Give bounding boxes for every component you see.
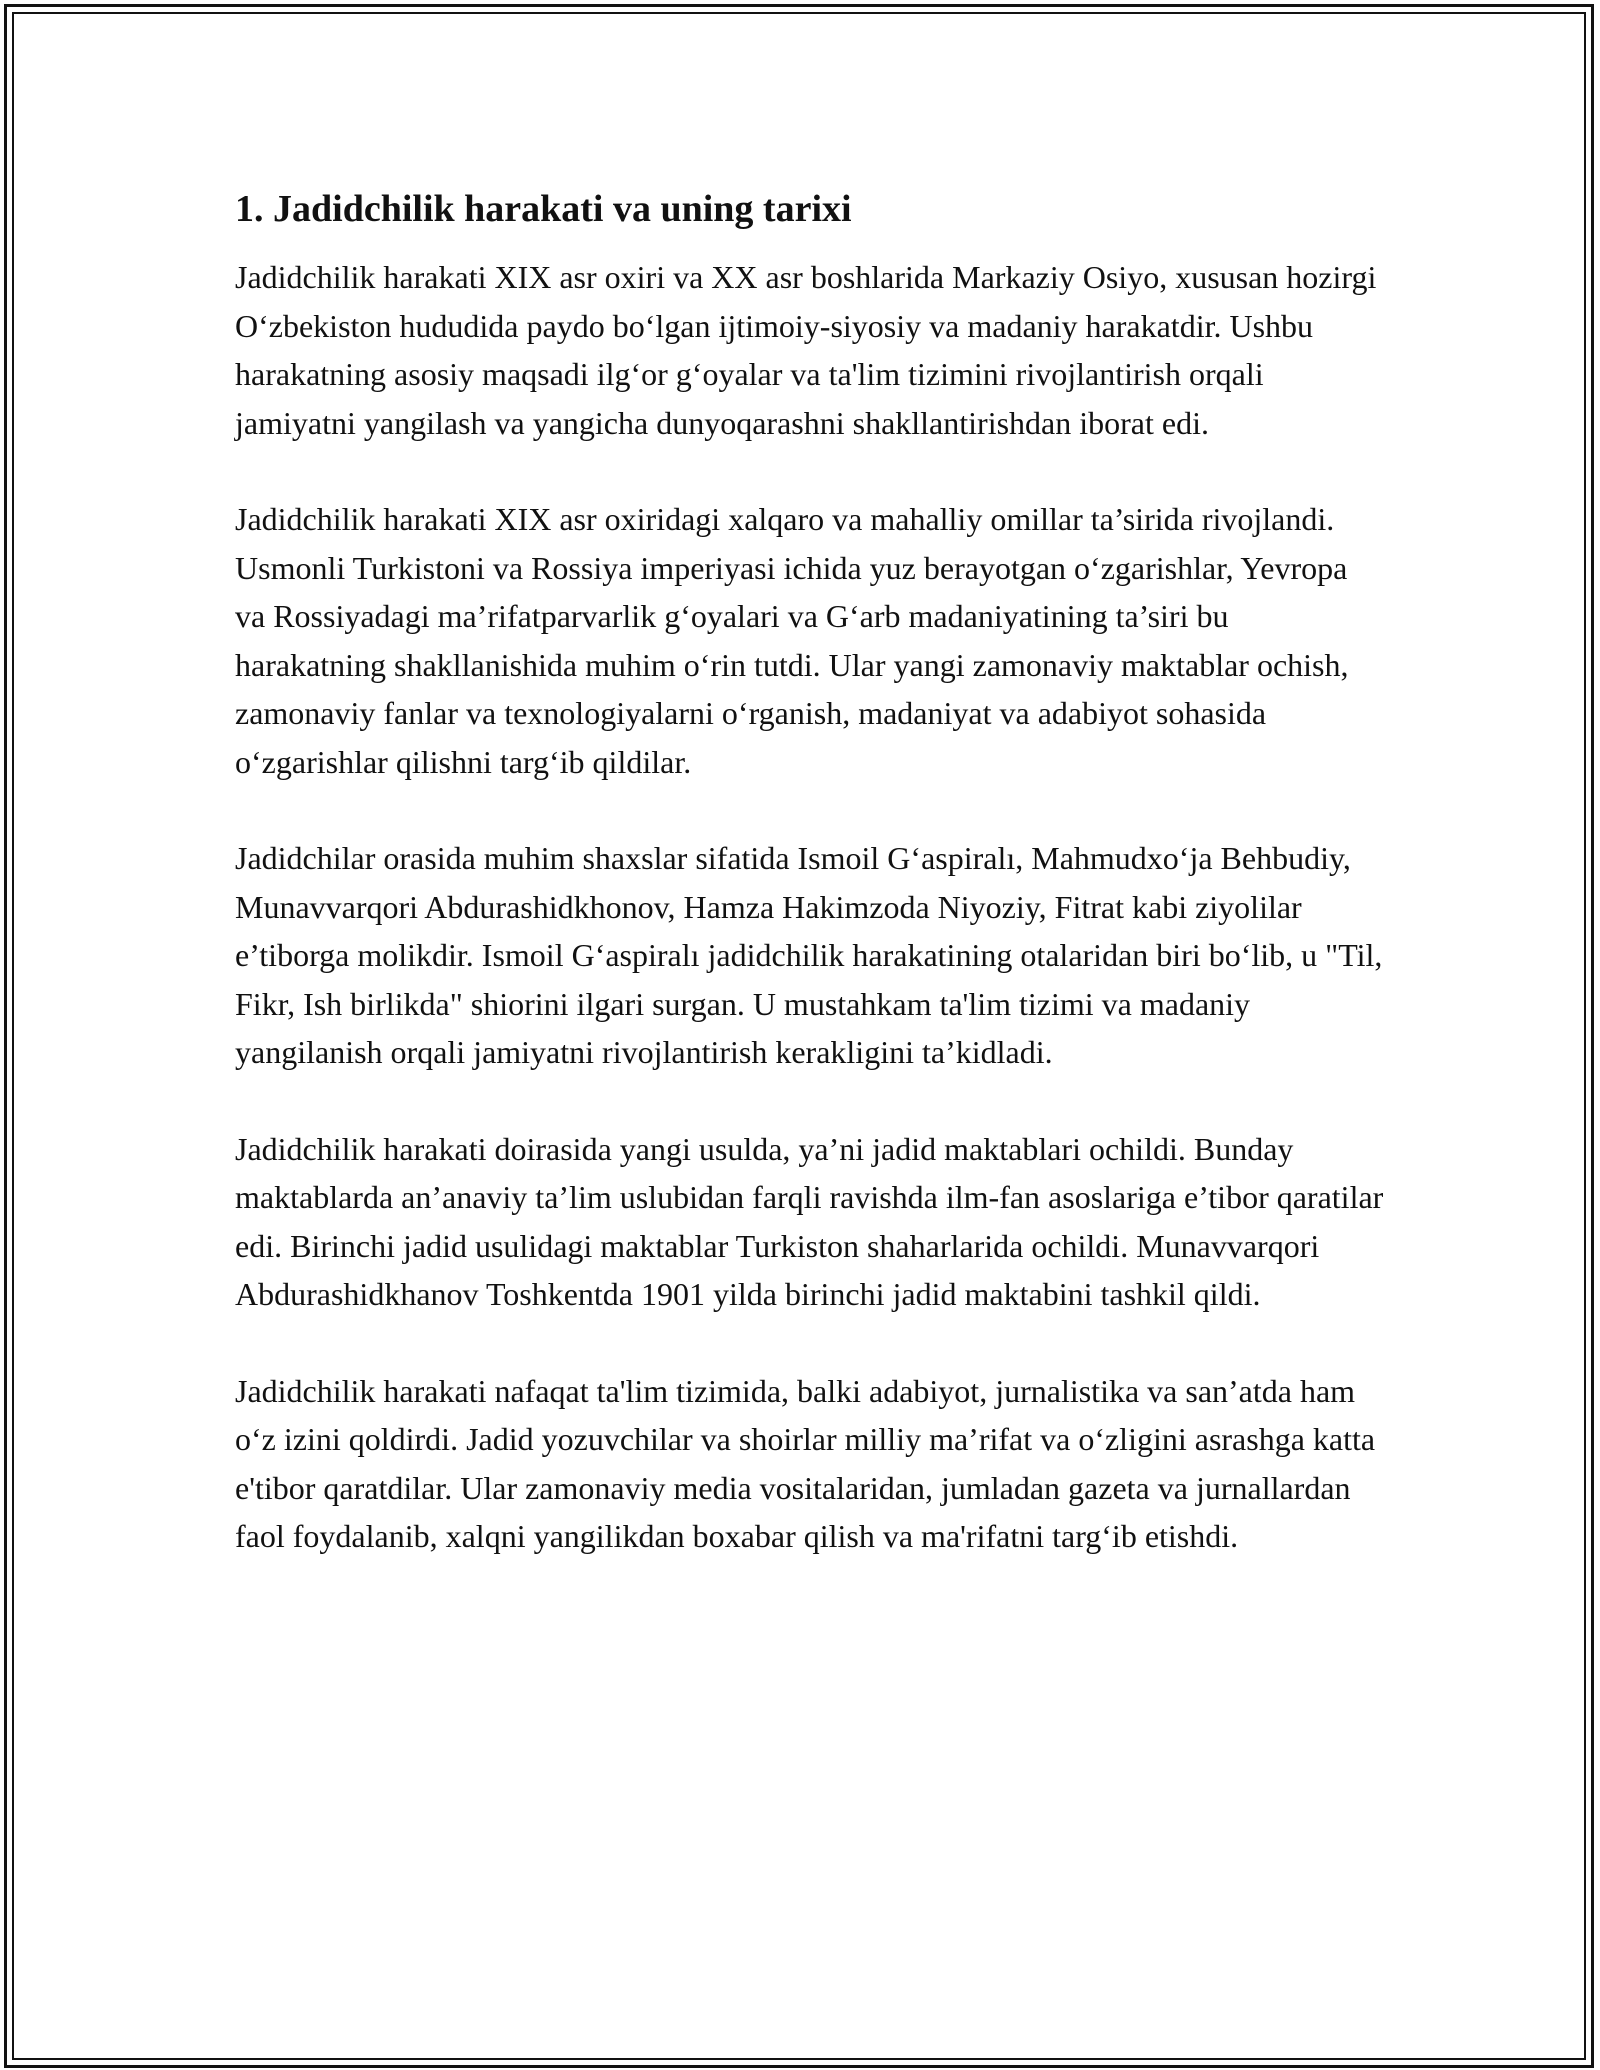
paragraph-1: Jadidchilik harakati XIX asr oxiri va XX asr boshlarida Markaziy Osiyo, xususan hozirgi O‘zbekiston hududida paydo bo‘lgan ijtimoiy-siyosiy va madaniy harakatdir. Ushbu harakatning asosiy maqsadi ilg‘or g‘oyalar va ta'lim tizimini rivojlantirish orqali jamiyatni yangilash va yangicha dunyoqarashni shakllantirishdan iborat edi. [235,259,1377,441]
section-heading: 1. Jadidchilik harakati va uning tarixi [235,188,852,230]
paragraph-3: Jadidchilar orasida muhim shaxslar sifatida Ismoil G‘aspiralı, Mahmudxo‘ja Behbudiy, Munavvarqori Abdurashidkhonov, Hamza Hakimzoda Niyoziy, Fitrat kabi ziyolilar e’tiborga molikdir. Ismoil G‘aspiralı jadidchilik harakatining otalaridan biri bo‘lib, u "Til, Fikr, Ish birlikda" shiorini ilgari surgan. U mustahkam ta'lim tizimi va madaniy yangilanish orqali jamiyatni rivojlantirish kerakligini ta’kidladi. [235,840,1383,1070]
paragraph-2: Jadidchilik harakati XIX asr oxiridagi xalqaro va mahalliy omillar ta’sirida rivojlandi. Usmonli Turkistoni va Rossiya imperiyasi ichida yuz berayotgan o‘zgarishlar, Yevropa va Rossiyadagi ma’rifatparvarlik g‘oyalari va G‘arb madaniyatining ta’siri bu harakatning shakllanishida muhim o‘rin tutdi. Ular yangi zamonaviy maktablar ochish, zamonaviy fanlar va texnologiyalarni o‘rganish, madaniyat va adabiyot sohasida o‘zgarishlar qilishni targ‘ib qildilar. [235,501,1349,780]
paragraph-5: Jadidchilik harakati nafaqat ta'lim tizimida, balki adabiyot, jurnalistika va san’atda ham o‘z izini qoldirdi. Jadid yozuvchilar va shoirlar milliy ma’rifat va o‘zligini asrashga katta e'tibor qaratdilar. Ular zamonaviy media vositalaridan, jumladan gazeta va jurnallardan faol foydalanib, xalqni yangilikdan boxabar qilish va ma'rifatni targ‘ib etishdi. [235,1372,1376,1554]
document-body [235,185,1385,1609]
paragraph-4: Jadidchilik harakati doirasida yangi usulda, ya’ni jadid maktablari ochildi. Bunday maktablarda an’anaviy ta’lim uslubidan farqli ravishda ilm-fan asoslariga e’tibor qaratilar edi. Birinchi jadid usulidagi maktablar Turkiston shaharlarida ochildi. Munavvarqori Abdurashidkhanov Toshkentda 1901 yilda birinchi jadid maktabini tashkil qildi. [235,1130,1384,1312]
